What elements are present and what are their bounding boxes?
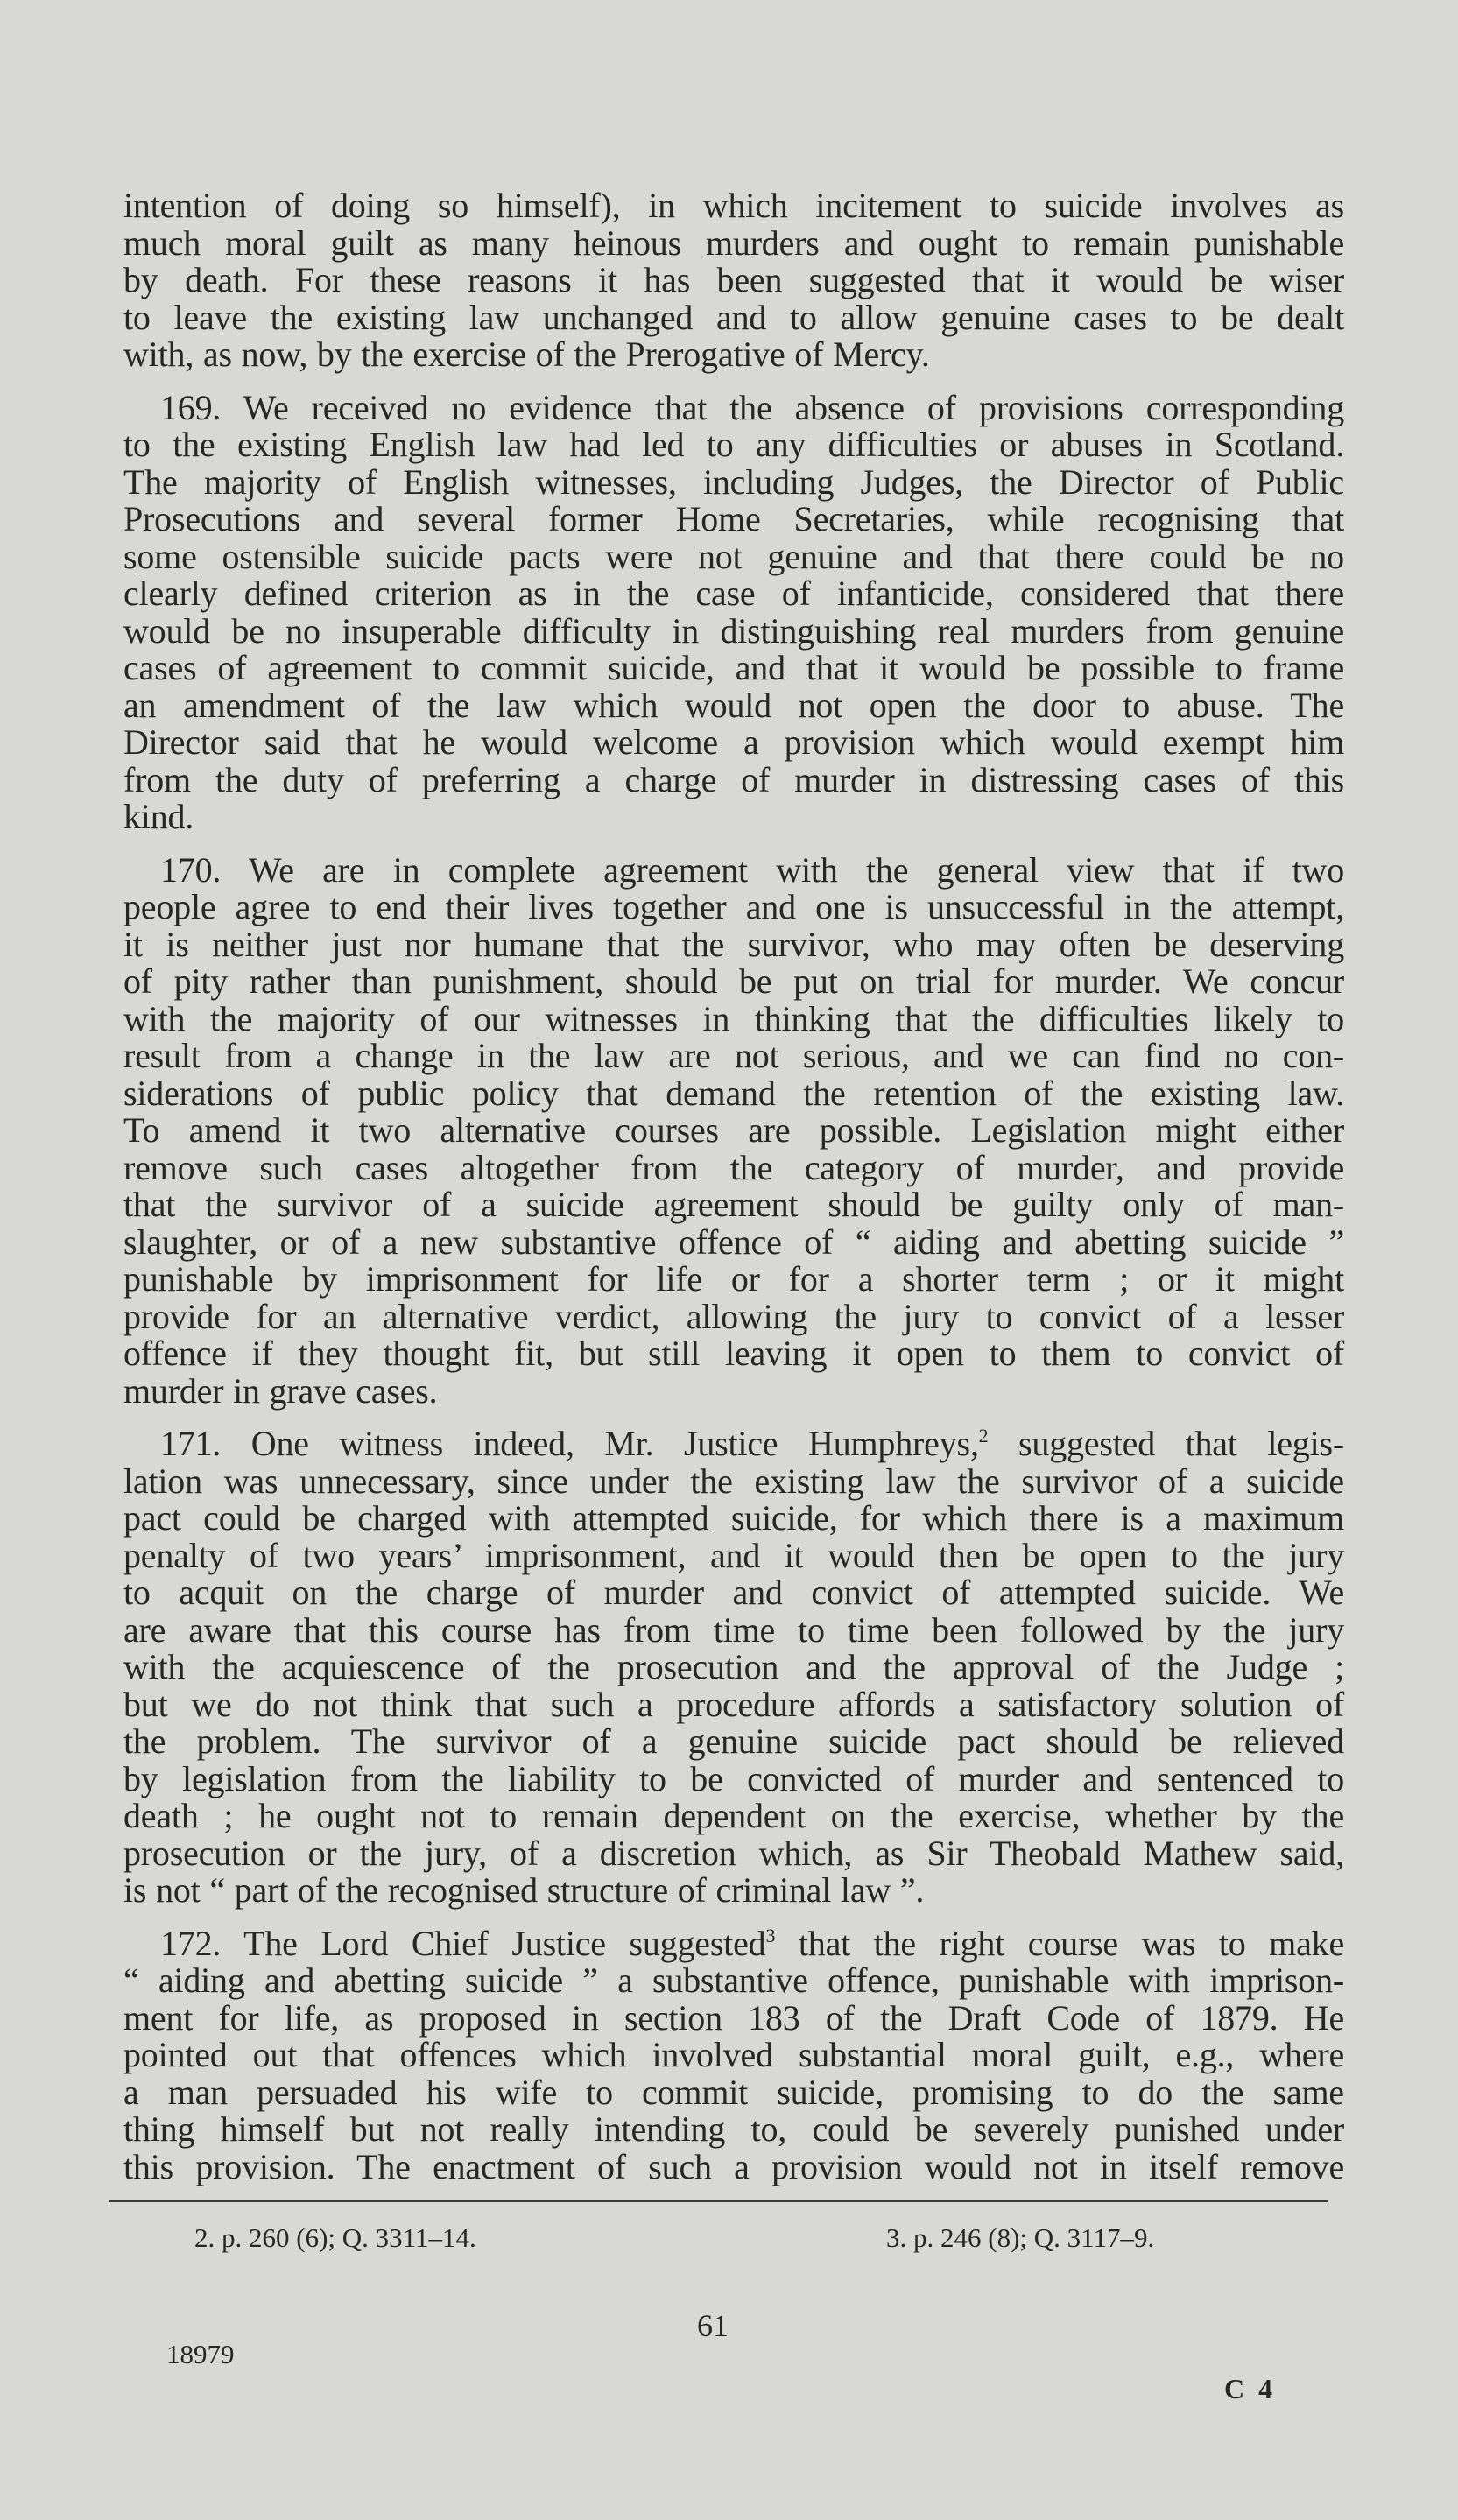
text-line: To amend it two alternative courses are possible. Legislation might either bbox=[123, 1110, 1344, 1150]
text-line bbox=[123, 1925, 1344, 1963]
text-segment: that the right course was to make bbox=[775, 1923, 1344, 1963]
footnote-3: 3. p. 246 (8); Q. 3117–9. bbox=[886, 2222, 1155, 2253]
paragraph-169 bbox=[123, 387, 1344, 836]
print-code: 18979 bbox=[166, 2339, 235, 2369]
text-line: but we do not think that such a procedure affords a satisfactory solution of bbox=[123, 1684, 1344, 1724]
text-line: it is neither just nor humane that the survivor, who may often be deserving bbox=[123, 924, 1344, 964]
text-line: is not “ part of the recognised structure of criminal law ”. bbox=[123, 1870, 925, 1910]
paragraph-171 bbox=[123, 1425, 1344, 1910]
text-line: Director said that he would welcome a provision which would exempt him bbox=[123, 722, 1344, 762]
text-line: prosecution or the jury, of a discretion which, as Sir Theobald Mathew said, bbox=[123, 1833, 1344, 1873]
text-line: intention of doing so himself), in which incitement to suicide involves as bbox=[123, 186, 1344, 225]
signature-mark: C 4 bbox=[1224, 2373, 1277, 2404]
page-number: 61 bbox=[697, 2308, 729, 2343]
text-line: remove such cases altogether from the category of murder, and provide bbox=[123, 1147, 1344, 1187]
text-line: people agree to end their lives together and one is unsuccessful in the attempt, bbox=[123, 887, 1344, 926]
text-line: punishable by imprisonment for life or for a shorter term ; or it might bbox=[123, 1259, 1344, 1299]
text-line: provide for an alternative verdict, allowing the jury to convict of a lesser bbox=[123, 1296, 1344, 1336]
text-line: that the survivor of a suicide agreement should be guilty only of man- bbox=[123, 1185, 1344, 1224]
text-line: some ostensible suicide pacts were not genuine and that there could be no bbox=[123, 536, 1344, 576]
text-line: to the existing English law had led to any difficulties or abuses in Scotland. bbox=[123, 425, 1344, 464]
text-line: with the acquiescence of the prosecution and the approval of the Judge ; bbox=[123, 1647, 1344, 1686]
text-line: the problem. The survivor of a genuine suicide pact should be relieved bbox=[123, 1721, 1344, 1761]
text-line: clearly defined criterion as in the case of infanticide, considered that there bbox=[123, 574, 1344, 613]
text-line: kind. bbox=[123, 797, 194, 836]
text-line: pact could be charged with attempted suicide, for which there is a maximum bbox=[123, 1498, 1344, 1538]
text-line: result from a change in the law are not serious, and we can find no con- bbox=[123, 1036, 1344, 1075]
footnote-reference-3[interactable]: 3 bbox=[765, 1924, 776, 1946]
paragraph-170 bbox=[123, 849, 1344, 1411]
footnote-reference-2[interactable]: 2 bbox=[978, 1425, 989, 1447]
text-line: from the duty of preferring a charge of murder in distressing cases of this bbox=[123, 759, 1344, 799]
text-line: are aware that this course has from time to time been followed by the jury bbox=[123, 1609, 1344, 1650]
text-line: this provision. The enactment of such a provision would not in itself remove bbox=[123, 2146, 1344, 2186]
text-line: a man persuaded his wife to commit suicide, promising to do the same bbox=[123, 2072, 1344, 2112]
footnote-divider bbox=[109, 2200, 1328, 2202]
body-text bbox=[123, 187, 1344, 2201]
text-line: death ; he ought not to remain dependent on the exercise, whether by the bbox=[123, 1796, 1344, 1835]
paragraph-172 bbox=[123, 1925, 1344, 2186]
text-line: cases of agreement to commit suicide, and that it would be possible to frame bbox=[123, 648, 1344, 687]
footnote-2: 2. p. 260 (6); Q. 3311–14. bbox=[194, 2222, 476, 2253]
text-line: thing himself but not really intending to, could be severely punished under bbox=[123, 2109, 1344, 2149]
text-line: penalty of two years’ imprisonment, and it would then be open to the jury bbox=[123, 1535, 1344, 1575]
text-line: ment for life, as proposed in section 183 of the Draft Code of 1879. He bbox=[123, 1997, 1344, 2038]
text-line: by death. For these reasons it has been suggested that it would be wiser bbox=[123, 260, 1344, 299]
text-segment: suggested that legis- bbox=[988, 1424, 1344, 1463]
text-segment: 171. One witness indeed, Mr. Justice Humphreys, bbox=[160, 1424, 979, 1463]
paragraph-continuation bbox=[123, 187, 1344, 374]
text-line: murder in grave cases. bbox=[123, 1370, 438, 1411]
text-line: offence if they thought fit, but still leaving it open to them to convict of bbox=[123, 1334, 1344, 1373]
text-line: The majority of English witnesses, including Judges, the Director of Public bbox=[123, 461, 1344, 502]
text-line: with the majority of our witnesses in thinking that the difficulties likely to bbox=[123, 998, 1344, 1038]
text-line: “ aiding and abetting suicide ” a substantive offence, punishable with imprison- bbox=[123, 1960, 1344, 2000]
text-line: Prosecutions and several former Home Secretaries, while recognising that bbox=[123, 499, 1344, 538]
text-line: to leave the existing law unchanged and to allow genuine cases to be dealt bbox=[123, 297, 1344, 337]
text-line: pointed out that offences which involved substantial moral guilt, e.g., where bbox=[123, 2035, 1344, 2074]
text-line: slaughter, or of a new substantive offence of “ aiding and abetting suicide ” bbox=[123, 1221, 1344, 1262]
text-line: with, as now, by the exercise of the Prerogative of Mercy. bbox=[123, 334, 930, 374]
text-line: an amendment of the law which would not open the door to abuse. The bbox=[123, 685, 1344, 725]
text-line: 170. We are in complete agreement with the general view that if two bbox=[160, 849, 1344, 890]
text-line: lation was unnecessary, since under the existing law the survivor of a suicide bbox=[123, 1461, 1344, 1501]
text-segment: 172. The Lord Chief Justice suggested bbox=[160, 1923, 766, 1963]
text-line: to acquit on the charge of murder and convict of attempted suicide. We bbox=[123, 1573, 1344, 1612]
text-line: 169. We received no evidence that the absence of provisions corresponding bbox=[160, 387, 1344, 427]
text-line: siderations of public policy that demand the retention of the existing law. bbox=[123, 1073, 1344, 1113]
text-line: would be no insuperable difficulty in distinguishing real murders from genuine bbox=[123, 610, 1344, 651]
text-line: much moral guilt as many heinous murders and ought to remain punishable bbox=[123, 222, 1344, 263]
text-line: by legislation from the liability to be convicted of murder and sentenced to bbox=[123, 1758, 1344, 1798]
text-line bbox=[123, 1425, 1344, 1463]
text-line: of pity rather than punishment, should be put on trial for murder. We concur bbox=[123, 961, 1344, 1001]
